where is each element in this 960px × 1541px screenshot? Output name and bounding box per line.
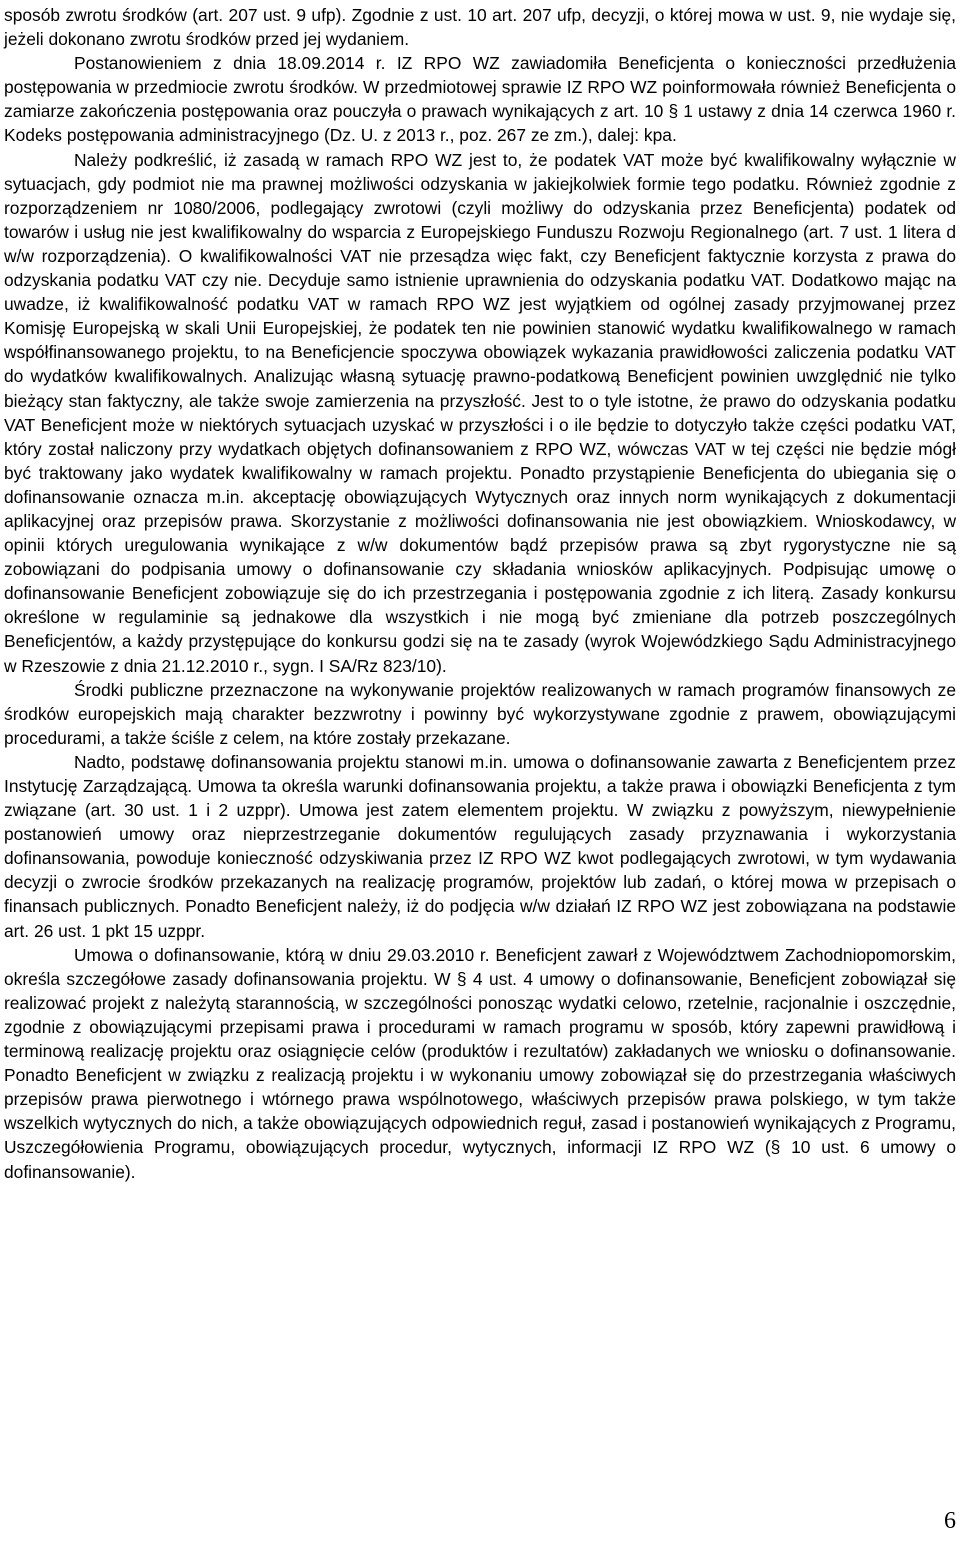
- paragraph-6: Umowa o dofinansowanie, którą w dniu 29.03.2010 r. Beneficjent zawarł z Województwem Zachodniopomorskim, określa szczegółowe zasady dofinansowania projektu. W § 4 ust. 4 umowy o dofinansowanie, Beneficjent zobowiązał się realizować projekt z należytą starannością, w szczególności ponosząc wydatki celowo, rzetelnie, racjonalnie i oszczędnie, zgodnie z obowiązującymi przepisami prawa i procedurami w ramach programu w sposób, który zapewni prawidłową i terminową realizację projektu oraz osiągnięcie celów (produktów i rezultatów) zakładanych we wniosku o dofinansowanie. Ponadto Beneficjent w związku z realizacją projektu i w wykonaniu umowy zobowiązał się do przestrzegania właściwych przepisów prawa pierwotnego i wtórnego prawa wspólnotowego, właściwych przepisów prawa polskiego, w tym także wszelkich wytycznych do nich, a także obowiązujących odpowiednich reguł, zasad i postanowień wynikających z Programu, Uszczegółowienia Programu, obowiązujących procedur, wytycznych, informacji IZ RPO WZ (§ 10 ust. 6 umowy o dofinansowanie).: [4, 944, 956, 1182]
- document-body: [4, 3, 956, 1184]
- paragraph-1: sposób zwrotu środków (art. 207 ust. 9 ufp). Zgodnie z ust. 10 art. 207 ufp, decyzji, o której mowa w ust. 9, nie wydaje się, jeżeli dokonano zwrotu środków przed jej wydaniem.: [4, 5, 956, 50]
- paragraph-5: Nadto, podstawę dofinansowania projektu stanowi m.in. umowa o dofinansowanie zawarta z Beneficjentem przez Instytucję Zarządzającą. Umowa ta określa warunki dofinansowania projektu, a także prawa i obowiązki Beneficjenta z tym związane (art. 30 ust. 1 i 2 uzppr). Umowa jest zatem elementem projektu. W związku z powyższym, niewypełnienie postanowień umowy oraz nieprzestrzeganie dokumentów regulujących zasady przyznawania i wykorzystania dofinansowania, powoduje konieczność odzyskiwania przez IZ RPO WZ kwot podlegających zwrotowi, w tym wydawania decyzji o zwrocie środków przekazanych na realizację programów, projektów lub zadań, o której mowa w przepisach o finansach publicznych. Ponadto Beneficjent należy, iż do podjęcia w/w działań IZ RPO WZ jest zobowiązana na podstawie art. 26 ust. 1 pkt 15 uzppr.: [4, 751, 956, 941]
- paragraph-3: Należy podkreślić, iż zasadą w ramach RPO WZ jest to, że podatek VAT może być kwalifikowalny wyłącznie w sytuacjach, gdy podmiot nie ma prawnej możliwości odzyskania w jakiejkolwiek formie tego podatku. Również zgodnie z rozporządzeniem nr 1080/2006, podlegający zwrotowi (czyli możliwy do odzyskania przez Beneficjenta) podatek od towarów i usług nie jest kwalifikowalny do wsparcia z Europejskiego Funduszu Rozwoju Regionalnego (art. 7 ust. 1 litera d w/w rozporządzenia). O kwalifikowalności VAT nie przesądza więc fakt, czy Beneficjent faktycznie korzysta z prawa do odzyskania podatku VAT czy nie. Decyduje samo istnienie uprawnienia do odzyskania podatku VAT. Dodatkowo mając na uwadze, iż kwalifikowalność podatku VAT w ramach RPO WZ jest wyjątkiem od ogólnej zasady przyjmowanej przez Komisję Europejską w skali Unii Europejskiej, że podatek ten nie powinien stanowić wydatku kwalifikowalnego w ramach współfinansowanego projektu, to na Beneficjencie spoczywa obowiązek wykazania prawidłowości zaliczenia podatku VAT do wydatków kwalifikowalnych. Analizując własną sytuację prawno-podatkową Beneficjent powinien uwzględnić nie tylko bieżący stan faktyczny, ale także swoje zamierzenia na przyszłość. Jest to o tyle istotne, że prawo do odzyskania podatku VAT Beneficjent może w niektórych sytuacjach uzyskać w przyszłości i o ile będzie to dotyczyło także części podatku VAT, który został naliczony przy wydatkach objętych dofinansowaniem z RPO WZ, wówczas VAT w tej części nie będzie mógł być traktowany jako wydatek kwalifikowalny w ramach projektu. Ponadto przystąpienie Beneficjenta do ubiegania się o dofinansowanie oznacza m.in. akceptację obowiązujących Wytycznych oraz innych norm wynikających z dokumentacji aplikacyjnej oraz przepisów prawa. Skorzystanie z możliwości dofinansowania nie jest obowiązkiem. Wnioskodawcy, w opinii których uregulowania wynikające z w/w dokumentów bądź przepisów prawa są zbyt rygorystyczne nie są zobowiązani do podpisania umowy o dofinansowanie czy składania wniosków aplikacyjnych. Podpisując umowę o dofinansowanie Beneficjent zobowiązuje się do ich przestrzegania i postępowania zgodnie z ich literą. Zasady konkursu określone w regulaminie są jednakowe dla wszystkich i nie mogą być zmieniane dla potrzeb poszczególnych Beneficjentów, a każdy przystępujące do konkursu godzi się na te zasady (wyrok Wojewódzkiego Sądu Administracyjnego w Rzeszowie z dnia 21.12.2010 r., sygn. I SA/Rz 823/10).: [4, 149, 956, 676]
- paragraph-4: Środki publiczne przeznaczone na wykonywanie projektów realizowanych w ramach programów finansowych ze środków europejskich mają charakter bezzwrotny i powinny być wykorzystywane zgodnie z prawem, obowiązującymi procedurami, a także ściśle z celem, na które zostały przekazane.: [4, 679, 956, 748]
- paragraph-2: Postanowieniem z dnia 18.09.2014 r. IZ RPO WZ zawiadomiła Beneficjenta o konieczności przedłużenia postępowania w przedmiocie zwrotu środków. W przedmiotowej sprawie IZ RPO WZ poinformowała również Beneficjenta o zamiarze zakończenia postępowania oraz pouczyła o prawach wynikających z art. 10 § 1 ustawy z dnia 14 czerwca 1960 r. Kodeks postępowania administracyjnego (Dz. U. z 2013 r., poz. 267 ze zm.), dalej: kpa.: [4, 53, 956, 146]
- page-number: 6: [944, 1508, 956, 1534]
